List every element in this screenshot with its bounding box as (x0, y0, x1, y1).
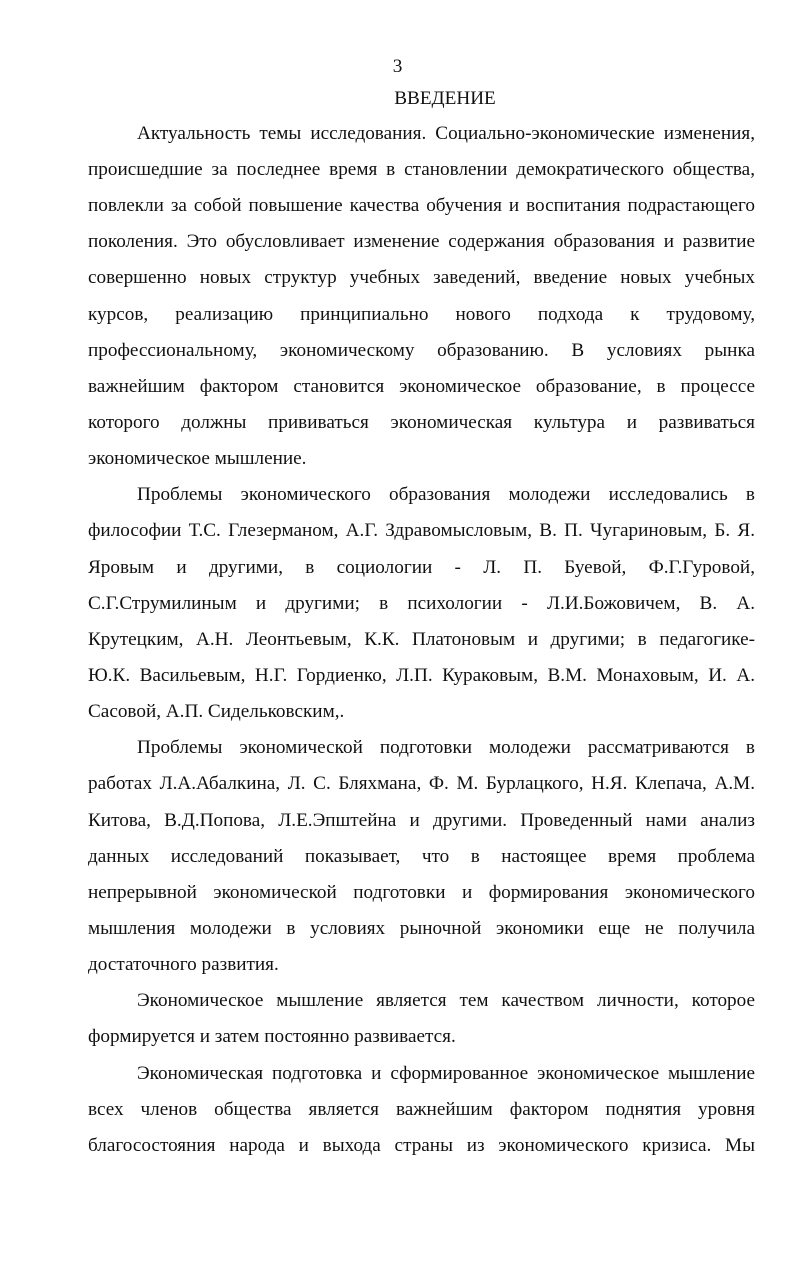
paragraph-1-line-1: Актуальность темы исследования. Социально-экономические изменения, (137, 123, 755, 144)
paragraph-2-line-2: философии Т.С. Глезерманом, А.Г. Здравомысловым, В. П. Чугариновым, Б. Я. (88, 520, 755, 541)
paragraph-2-line-7: Сасовой, А.П. Сидельковским,. (88, 701, 345, 722)
paragraph-4-line-1: Экономическое мышление является тем качеством личности, которое (137, 990, 755, 1011)
paragraph-1-line-9: которого должны прививаться экономическая культура и развиваться (88, 412, 755, 433)
section-heading: ВВЕДЕНИЕ (394, 88, 496, 109)
paragraph-3-line-2: работах Л.А.Абалкина, Л. С. Бляхмана, Ф. М. Бурлацкого, Н.Я. Клепача, А.М. (88, 773, 755, 794)
paragraph-4-line-2: формируется и затем постоянно развивается. (88, 1026, 456, 1047)
paragraph-1-line-6: курсов, реализацию принципиально нового подхода к трудовому, (88, 304, 755, 325)
paragraph-2-line-5: Крутецким, А.Н. Леонтьевым, К.К. Платоновым и другими; в педагогике- (88, 629, 755, 650)
paragraph-5-line-1: Экономическая подготовка и сформированное экономическое мышление (137, 1063, 755, 1084)
paragraph-5-line-3: благосостояния народа и выхода страны из экономического кризиса. Мы (88, 1135, 755, 1156)
paragraph-2-line-3: Яровым и другими, в социологии - Л. П. Буевой, Ф.Г.Гуровой, (88, 557, 755, 578)
paragraph-1-line-2: происшедшие за последнее время в становлении демократического общества, (88, 159, 755, 180)
paragraph-1-line-4: поколения. Это обусловливает изменение содержания образования и развитие (88, 231, 755, 252)
page-number: 3 (392, 56, 403, 77)
paragraph-1-line-5: совершенно новых структур учебных заведений, введение новых учебных (88, 267, 755, 288)
paragraph-2-line-6: Ю.К. Васильевым, Н.Г. Гордиенко, Л.П. Кураковым, В.М. Монаховым, И. А. (88, 665, 755, 686)
paragraph-2-line-1: Проблемы экономического образования молодежи исследовались в (137, 484, 755, 505)
paragraph-1-line-8: важнейшим фактором становится экономическое образование, в процессе (88, 376, 755, 397)
paragraph-1-line-10: экономическое мышление. (88, 448, 307, 469)
paragraph-5-line-2: всех членов общества является важнейшим фактором поднятия уровня (88, 1099, 755, 1120)
paragraph-3-line-3: Китова, В.Д.Попова, Л.Е.Эпштейна и другими. Проведенный нами анализ (88, 810, 755, 831)
paragraph-3-line-1: Проблемы экономической подготовки молодежи рассматриваются в (137, 737, 755, 758)
paragraph-3-line-6: мышления молодежи в условиях рыночной экономики еще не получила (88, 918, 755, 939)
paragraph-1-line-7: профессиональному, экономическому образованию. В условиях рынка (88, 340, 755, 361)
paragraph-3-line-7: достаточного развития. (88, 954, 279, 975)
paragraph-3-line-4: данных исследований показывает, что в настоящее время проблема (88, 846, 755, 867)
paragraph-2-line-4: С.Г.Струмилиным и другими; в психологии - Л.И.Божовичем, В. А. (88, 593, 755, 614)
paragraph-1-line-3: повлекли за собой повышение качества обучения и воспитания подрастающего (88, 195, 755, 216)
paragraph-3-line-5: непрерывной экономической подготовки и формирования экономического (88, 882, 755, 903)
